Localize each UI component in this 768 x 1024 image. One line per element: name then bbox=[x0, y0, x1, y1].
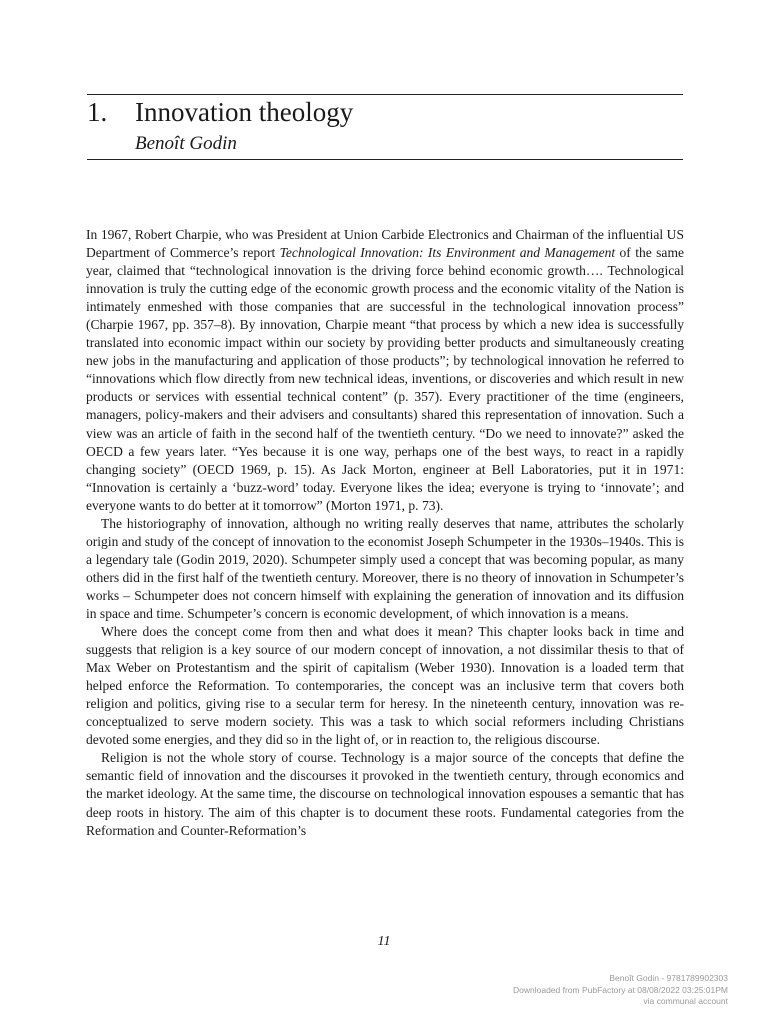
chapter-bottom-rule bbox=[87, 159, 683, 160]
watermark-account: via communal account bbox=[643, 996, 728, 1006]
paragraph-text: In 1967, Robert Charpie, who was President at Union Carbide Electronics and Chairman of the influential US Department of Commerce’s report bbox=[86, 227, 684, 261]
watermark-download-info: Downloaded from PubFactory at 08/08/2022 03:25:01PM bbox=[513, 984, 728, 995]
chapter-heading bbox=[87, 96, 683, 128]
paragraph-text: Religion is not the whole story of course. Technology is a major source of the concepts that define the semantic field of innovation and the discourses it provoked in the twentieth century, through economics and the market ideology. At the same time, the discourse on technological innovation espouses a semantic that has deep roots in history. The aim of this chapter is to document these roots. Fundamental categories from the Reformation and Counter-Reformation’s bbox=[86, 750, 684, 838]
paragraph bbox=[86, 749, 684, 839]
download-watermark bbox=[513, 973, 728, 1008]
chapter-number: 1. bbox=[87, 97, 108, 127]
chapter-top-rule bbox=[87, 94, 683, 95]
chapter-title: Innovation theology bbox=[135, 97, 354, 127]
paragraph-text: Where does the concept come from then and what does it mean? This chapter looks back in time and suggests that religion is a key source of our modern concept of innovation, a not dissimilar thesis to that of Max Weber on Protestantism and the spirit of capitalism (Weber 1930). Innovation is a loaded term that helped enforce the Reformation. To contemporaries, the concept was an inclusive term that covers both religion and politics, giving rise to a secular term for heresy. In the nineteenth century, innovation was re-conceptualized to serve modern society. This was a task to which social reformers including Christians devoted some energies, and they did so in the light of, or in reaction to, the religious discourse. bbox=[86, 624, 684, 748]
paragraph-text: The historiography of innovation, although no writing really deserves that name, attributes the scholarly origin and study of the concept of innovation to the economist Joseph Schumpeter in the 1930s–1940s. This is a legendary tale (Godin 2019, 2020). Schumpeter simply used a concept that was becoming popular, as many others did in the first half of the twentieth century. Moreover, there is no theory of innovation in Schumpeter’s works – Schumpeter does not concern himself with explaining the generation of innovation and its diffusion in space and time. Schumpeter’s concern is economic development, of which innovation is a means. bbox=[86, 515, 684, 621]
chapter-author: Benoît Godin bbox=[135, 133, 237, 154]
report-title-italic: Technological Innovation: Its Environment and Management bbox=[279, 245, 616, 261]
paragraph-text: of the same year, claimed that “technological innovation is the driving force behind economic growth…. Technological innovation is truly the cutting edge of the economic growth process and the economic vitality of the Nation is intimately enmeshed with those companies that are successful in the technological innovation process” (Charpie 1967, pp. 357–8). By innovation, Charpie meant “that process by which a new idea is successfully translated into economic impact within our society by providing better products and simultaneously creating new jobs in the manufacturing and application of those products”; by technological innovation he referred to “innovations which flow directly from new technical ideas, inventions, or discoveries and which result in new products or services with essential technical content” (p. 357). Every practitioner of the time (engineers, managers, policy-makers and their advisers and consultants) shared this representation of innovation. Such a view was an article of faith in the second half of the twentieth century. “Do we need to innovate?” asked the OECD a few years later. “Yes because it is one way, perhaps one of the best ways, to react in a rapidly changing society” (OECD 1969, p. 15). As Jack Morton, engineer at Bell Laboratories, put it in 1971: “Innovation is certainly a ‘buzz-word’ today. Everyone likes the idea; everyone is trying to ‘innovate’; and everyone wants to do better at it tomorrow” (Morton 1971, p. 73). bbox=[86, 245, 684, 513]
paragraph bbox=[86, 226, 684, 515]
paragraph bbox=[86, 623, 684, 749]
paragraph bbox=[86, 515, 684, 623]
watermark-author-isbn: Benoît Godin - 9781789902303 bbox=[609, 973, 728, 983]
body-text bbox=[86, 226, 684, 840]
page-number: 11 bbox=[377, 934, 391, 949]
